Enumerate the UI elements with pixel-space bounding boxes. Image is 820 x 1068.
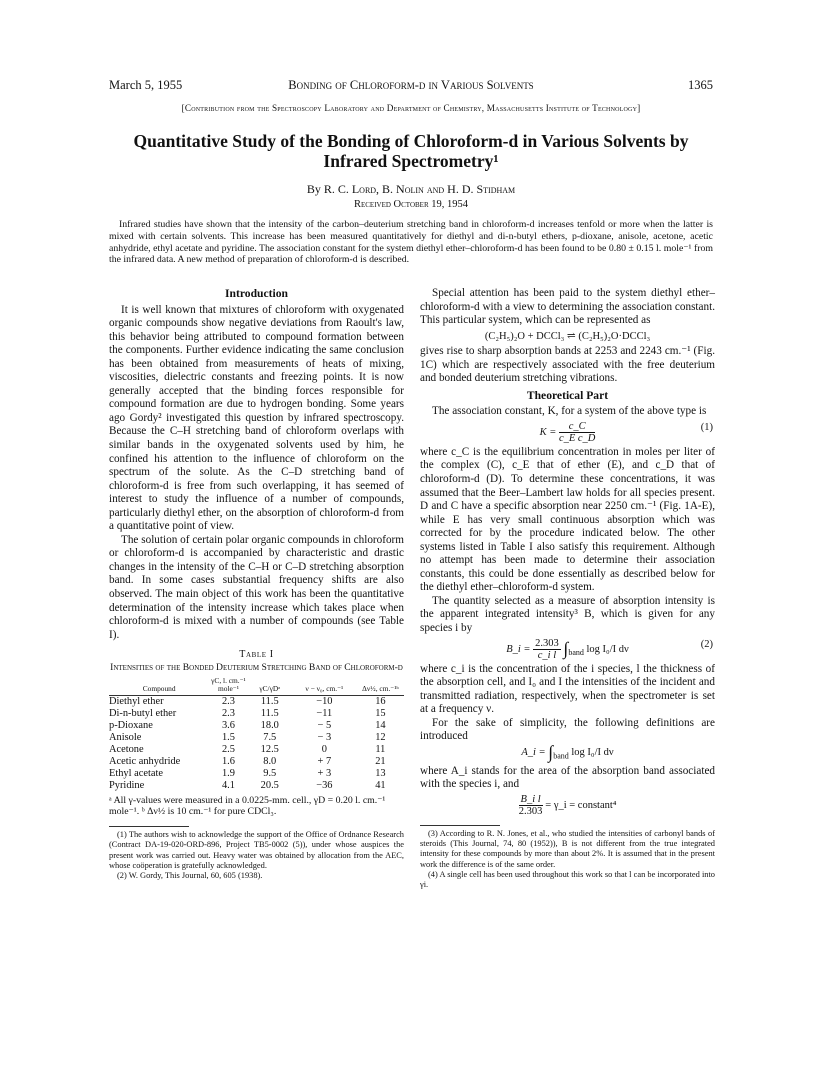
footnote-divider (420, 825, 500, 826)
table-cell: Acetone (109, 743, 144, 755)
table-cell: 2.5 (221, 743, 235, 755)
footnote-divider (109, 826, 189, 827)
footnotes-left (109, 830, 404, 881)
eq1-denominator: c_E c_D (558, 432, 596, 444)
body-paragraph: where c_i is the concentration of the i species, l the thickness of the absorption cell, and I₀ and I the intensities of the incident and transmitted radiation, respectively, when the spectrometer is set at a frequency ν. (420, 662, 715, 716)
intensity-table (109, 676, 404, 792)
footnote-4: (4) A single cell has been used throughout this work so that l can be incorporated into γi. (420, 869, 715, 890)
table-header: Compound (109, 676, 209, 696)
table-cell: 11.5 (260, 695, 279, 707)
table-cell: p-Dioxane (109, 719, 153, 731)
body-paragraph: where c_C is the equilibrium concentration in moles per liter of the complex (C), c_E that of ether (E), and c_D that of chloroform-d (D). To determine these concentrations, it was assumed that the Beer–Lambert law holds for all species present. D and C have a specific absorption near 2250 cm.⁻¹ (Fig. 1A-E), while E has very small continuous absorption which was corrected for by the procedure indicated below. The other systems listed in Table I also satisfy this requirement. Although no attempt has been made to determine their association constants, this could be done essentially as described below for the diethyl ether–chloroform-d system. (420, 445, 715, 594)
table-cell: 7.5 (263, 731, 277, 743)
authors-names: R. C. Lord, B. Nolin and H. D. Stidham (323, 182, 516, 196)
table-cell: Anisole (109, 731, 142, 743)
equation-1 (420, 421, 715, 444)
equation-2 (420, 638, 715, 661)
table-label: Table I (239, 649, 274, 661)
footnote-3: (3) According to R. N. Jones, et al., who studied the intensities of carbonyl bands of steroids (This Journal, 74, 80 (1952)), B is not different from the true integrated intensity for these compounds by more than about 2%. It is assumed that in the present work the difference is of the same order. (420, 828, 715, 869)
table-cell: − 3 (317, 731, 332, 743)
eq2-label: (2) (700, 638, 713, 650)
table-row (109, 720, 404, 732)
footnote-2: (2) W. Gordy, This Journal, 60, 605 (1938). (117, 871, 263, 881)
page-number: 1365 (688, 78, 713, 92)
reaction-equation: (C₂H₅)₂O + DCCl₃ ⇌ (C₂H₅)₂O·DCCl₃ (484, 330, 651, 342)
eq1-lhs: K = (539, 426, 557, 438)
table-row (109, 732, 404, 744)
equation-4 (420, 794, 715, 817)
table-header: Δν½, cm.⁻¹ᵇ (357, 676, 404, 696)
table-header: ν − ν₀, cm.⁻¹ (292, 676, 357, 696)
header-running-title: Bonding of Chloroform-d in Various Solvents (288, 78, 534, 92)
eq2-numerator: 2.303 (535, 637, 559, 649)
table-cell: 1.5 (221, 731, 235, 743)
body-paragraph: For the sake of simplicity, the following definitions are introduced (420, 716, 715, 743)
table-cell: 9.5 (263, 767, 277, 779)
table-cell: 12 (375, 731, 386, 743)
table-cell: 11 (375, 743, 386, 755)
article-title: Quantitative Study of the Bonding of Chloroform-d in Various Solvents by Infrared Spectrometry¹ (133, 131, 689, 171)
table-cell: Pyridine (109, 779, 145, 791)
table-cell: + 7 (317, 755, 332, 767)
integral-sign-icon: ∫ (548, 741, 554, 762)
table-cell: 14 (375, 719, 386, 731)
table-cell: Ethyl acetate (109, 767, 163, 779)
eq1-numerator: c_C (559, 421, 595, 433)
body-paragraph: The association constant, K, for a system of the above type is (432, 405, 707, 418)
authors-line (109, 182, 713, 197)
table-cell: 21 (375, 755, 386, 767)
eq2-denominator: c_i l (537, 649, 557, 661)
eq2-subscript: band (568, 647, 584, 657)
table-caption: Intensities of the Bonded Deuterium Stretching Band of Chloroform-d (110, 661, 403, 673)
table-cell: Acetic anhydride (109, 755, 181, 767)
intro-paragraph-2: The solution of certain polar organic compounds in chloroform or chloroform-d is accompanied by characteristic and drastic changes in the intensity of the C–H or C–D stretching absorption band. In some cases substantial frequency shifts are also observed. The main object of this work has been the quantitative determination of the intensity increase which takes place when chloroform-d is mixed with a number of compounds (see Table I). (109, 533, 404, 641)
eq4-fraction (519, 794, 543, 817)
table-body (109, 695, 404, 792)
table-header: γC, l. cm.⁻¹ mole⁻¹ (209, 676, 247, 696)
table-cell: Di-n-butyl ether (109, 707, 177, 719)
eq2-integrand: log I₀/I dν (586, 643, 629, 655)
table-cell: Diethyl ether (109, 695, 164, 707)
equation-3 (420, 741, 715, 763)
table-footnote: ᵃ All γ-values were measured in a 0.0225-mm. cell., γD = 0.20 l. cm.⁻¹ mole⁻¹. ᵇ Δν½ is 10 cm.⁻¹ for pure CDCl₃. (109, 794, 386, 818)
table-cell: −36 (316, 779, 333, 791)
table-row (109, 695, 404, 708)
table-cell: − 5 (317, 719, 332, 731)
table-cell: 18.0 (260, 719, 279, 731)
table-cell: 2.3 (221, 695, 235, 707)
authors-prefix: By (306, 182, 321, 196)
table-row (109, 708, 404, 720)
header-date: March 5, 1955 (109, 78, 183, 92)
table-cell: + 3 (317, 767, 332, 779)
eq2-fraction (533, 638, 561, 661)
eq2-lhs: B_i = (506, 643, 531, 655)
table-cell: 15 (375, 707, 386, 719)
intro-paragraph-1: It is well known that mixtures of chloroform with oxygenated organic compounds show negative deviations from Raoult's law, this behavior being attributed to compound formation between the components. Further evidence indicating the same conclusion has been obtained from measurements of heats of mixing, viscosities, dielectric constants and freezing points. It is now generally accepted that the binding forces responsible for compound formation are due to hydrogen bonding. Some years ago Gordy² investigated this question by infrared spectroscopy. Because the C–H stretching band of chloroform overlaps with similar bands in the oxygenated solvents used by him, he confined his attention to the influence of chloroform on the spectrum of the solute. As the C–D stretching band of chloroform-d is free from such overlapping, it has seemed of interest to study the influence of a number of compounds, particularly diethyl ether, on the absorption of chloroform-d from a quantitative point of view. (109, 303, 404, 533)
table-cell: 3.6 (221, 719, 235, 731)
received-date: Received October 19, 1954 (353, 199, 468, 210)
table-header: γC/γDᵃ (248, 676, 292, 696)
table-cell: 20.5 (260, 779, 279, 791)
table-cell: 1.9 (221, 767, 235, 779)
integral-sign-icon: ∫ (563, 638, 569, 659)
eq4-rest: = γ_i = constant⁴ (545, 799, 617, 811)
left-column (109, 287, 404, 881)
eq3-subscript: band (553, 751, 569, 761)
theoretical-heading: Theoretical Part (526, 388, 609, 402)
body-paragraph: The quantity selected as a measure of absorption intensity is the apparent integrated intensity³ B, which is given for any species i by (420, 594, 715, 635)
table-cell: 41 (375, 779, 386, 791)
abstract: Infrared studies have shown that the intensity of the carbon–deuterium stretching band in chloroform-d increases tenfold or more when the latter is mixed with certain solvents. This increase has been measured quantitatively for diethyl and di-n-butyl ethers, p-dioxane, anisole, acetone, acetic anhydride, ethyl acetate and pyridine. The association constant for the system diethyl ether–chloroform-d has been found to be 0.80 ± 0.15 l. mole⁻¹ from the infrared data. A new method of preparation of chloroform-d is described. (109, 219, 713, 266)
eq1-fraction (559, 421, 595, 444)
table-cell: 2.3 (221, 707, 235, 719)
contribution-line: [Contribution from the Spectroscopy Laboratory and Department of Chemistry, Massachusetts Institute of Technology] (181, 103, 641, 113)
table-cell: 8.0 (263, 755, 277, 767)
eq3-lhs: A_i = (521, 747, 546, 759)
body-paragraph: where A_i stands for the area of the absorption band associated with the species i, and (420, 764, 715, 791)
right-column (420, 287, 715, 891)
table-cell: 0 (321, 743, 327, 755)
table-cell: −10 (316, 695, 333, 707)
introduction-heading: Introduction (225, 287, 288, 300)
eq4-denominator: 2.303 (518, 805, 543, 817)
table-cell: 11.5 (260, 707, 279, 719)
table-row (109, 768, 404, 780)
table-cell: 13 (375, 767, 386, 779)
table-cell: 12.5 (260, 743, 279, 755)
body-paragraph: gives rise to sharp absorption bands at 2253 and 2243 cm.⁻¹ (Fig. 1C) which are respectively associated with the free deuterium and bonded deuterium stretching vibrations. (420, 345, 715, 385)
footnote-1: (1) The authors wish to acknowledge the support of the Office of Ordnance Research (Contract DA-19-020-ORD-896, Project TB5-0002 (5)), under whose auspices the present work was carried out. Heavy water was obtained by allocation from the AEC, whose coöperation is gratefully acknowledged. (109, 829, 404, 870)
eq3-integrand: log I₀/I dν (571, 747, 614, 759)
table-cell: 4.1 (221, 779, 235, 791)
table-cell: 1.6 (221, 755, 235, 767)
table-cell: −11 (316, 707, 333, 719)
eq4-numerator: B_i l (520, 793, 541, 805)
table-row (109, 780, 404, 792)
table-row (109, 756, 404, 768)
eq1-label: (1) (700, 421, 713, 433)
table-cell: 16 (375, 695, 386, 707)
body-paragraph: Special attention has been paid to the system diethyl ether–chloroform-d with a view to determining the association constant. This particular system, which can be represented as (420, 287, 715, 327)
table-row (109, 744, 404, 756)
footnotes-right (420, 829, 715, 891)
